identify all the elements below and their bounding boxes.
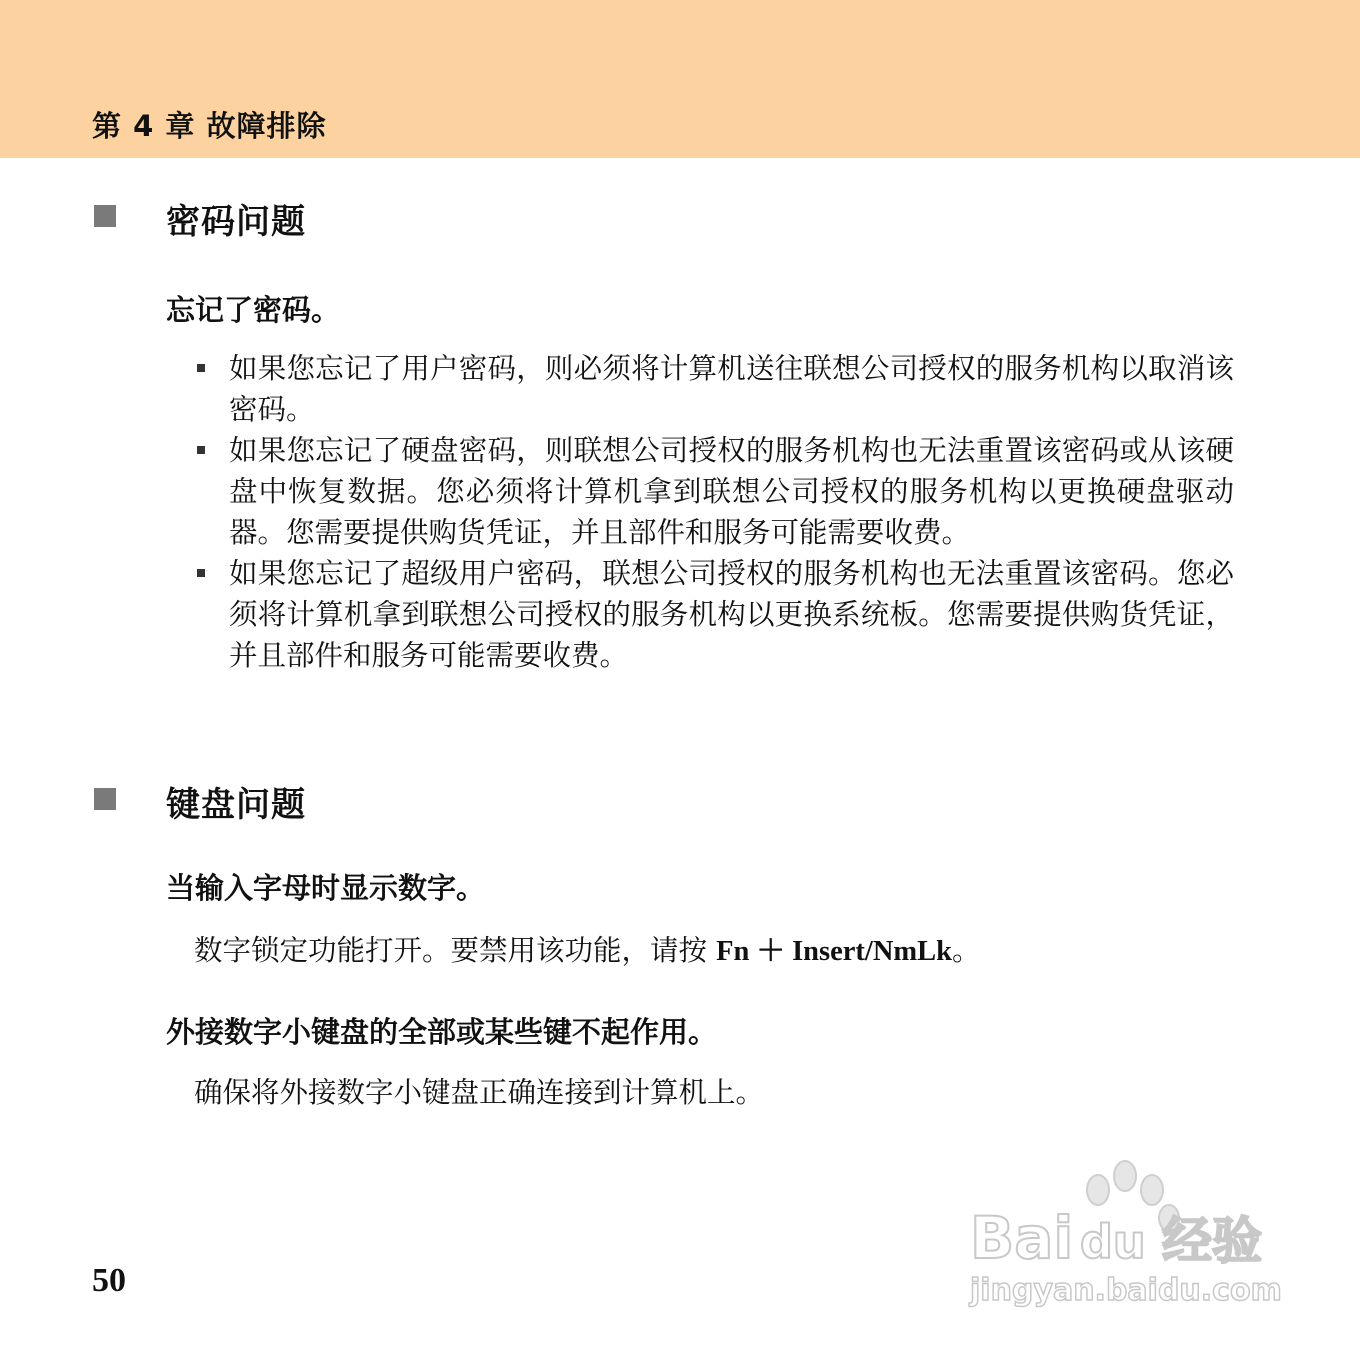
watermark-brand-end: du bbox=[1080, 1215, 1146, 1269]
subheading-external-keypad: 外接数字小键盘的全部或某些键不起作用。 bbox=[166, 1015, 718, 1049]
chapter-header-band bbox=[0, 0, 1360, 158]
subheading-numbers-displayed: 当输入字母时显示数字。 bbox=[166, 871, 486, 905]
instruction-text: 数字锁定功能打开。要禁用该功能，请按 bbox=[194, 934, 717, 967]
watermark-url: jingyan.baidu.com bbox=[970, 1273, 1282, 1308]
key-combination: Fn ＋ Insert/NmLk bbox=[716, 936, 952, 967]
baidu-jingyan-watermark bbox=[962, 1150, 1282, 1310]
bullet-text: 如果您忘记了硬盘密码，则联想公司授权的服务机构也无法重置该密码或从该硬盘中恢复数据。您必须将计算机拿到联想公司授权的服务机构以更换硬盘驱动器。您需要提供购货凭证，并且部件和服务可能需要收费。 bbox=[229, 434, 1234, 549]
watermark-brand: Bai bbox=[970, 1204, 1074, 1272]
page-number: 50 bbox=[92, 1262, 126, 1299]
bullet-text: 如果您忘记了超级用户密码，联想公司授权的服务机构也无法重置该密码。您必须将计算机拿到联想公司授权的服务机构以更换系统板。您需要提供购货凭证，并且部件和服务可能需要收费。 bbox=[229, 557, 1234, 672]
square-bullet-icon bbox=[197, 364, 205, 372]
list-item bbox=[194, 430, 1234, 553]
list-item bbox=[194, 348, 1234, 430]
watermark-label: 经验 bbox=[1162, 1212, 1262, 1270]
section-heading-password: 密码问题 bbox=[166, 202, 306, 242]
subheading-forgot-password: 忘记了密码。 bbox=[166, 293, 341, 327]
numlock-instruction bbox=[194, 928, 981, 969]
chapter-title: 第 4 章 故障排除 bbox=[92, 109, 327, 143]
section-heading-keyboard: 键盘问题 bbox=[166, 785, 306, 825]
keypad-instruction: 确保将外接数字小键盘正确连接到计算机上。 bbox=[194, 1076, 765, 1109]
section-marker-icon bbox=[94, 205, 116, 227]
instruction-end: 。 bbox=[952, 934, 981, 967]
square-bullet-icon bbox=[197, 569, 205, 577]
square-bullet-icon bbox=[197, 446, 205, 454]
section-marker-icon bbox=[94, 788, 116, 810]
bullet-text: 如果您忘记了用户密码，则必须将计算机送往联想公司授权的服务机构以取消该密码。 bbox=[229, 352, 1234, 426]
password-bullet-list bbox=[194, 348, 1234, 676]
list-item bbox=[194, 553, 1234, 676]
